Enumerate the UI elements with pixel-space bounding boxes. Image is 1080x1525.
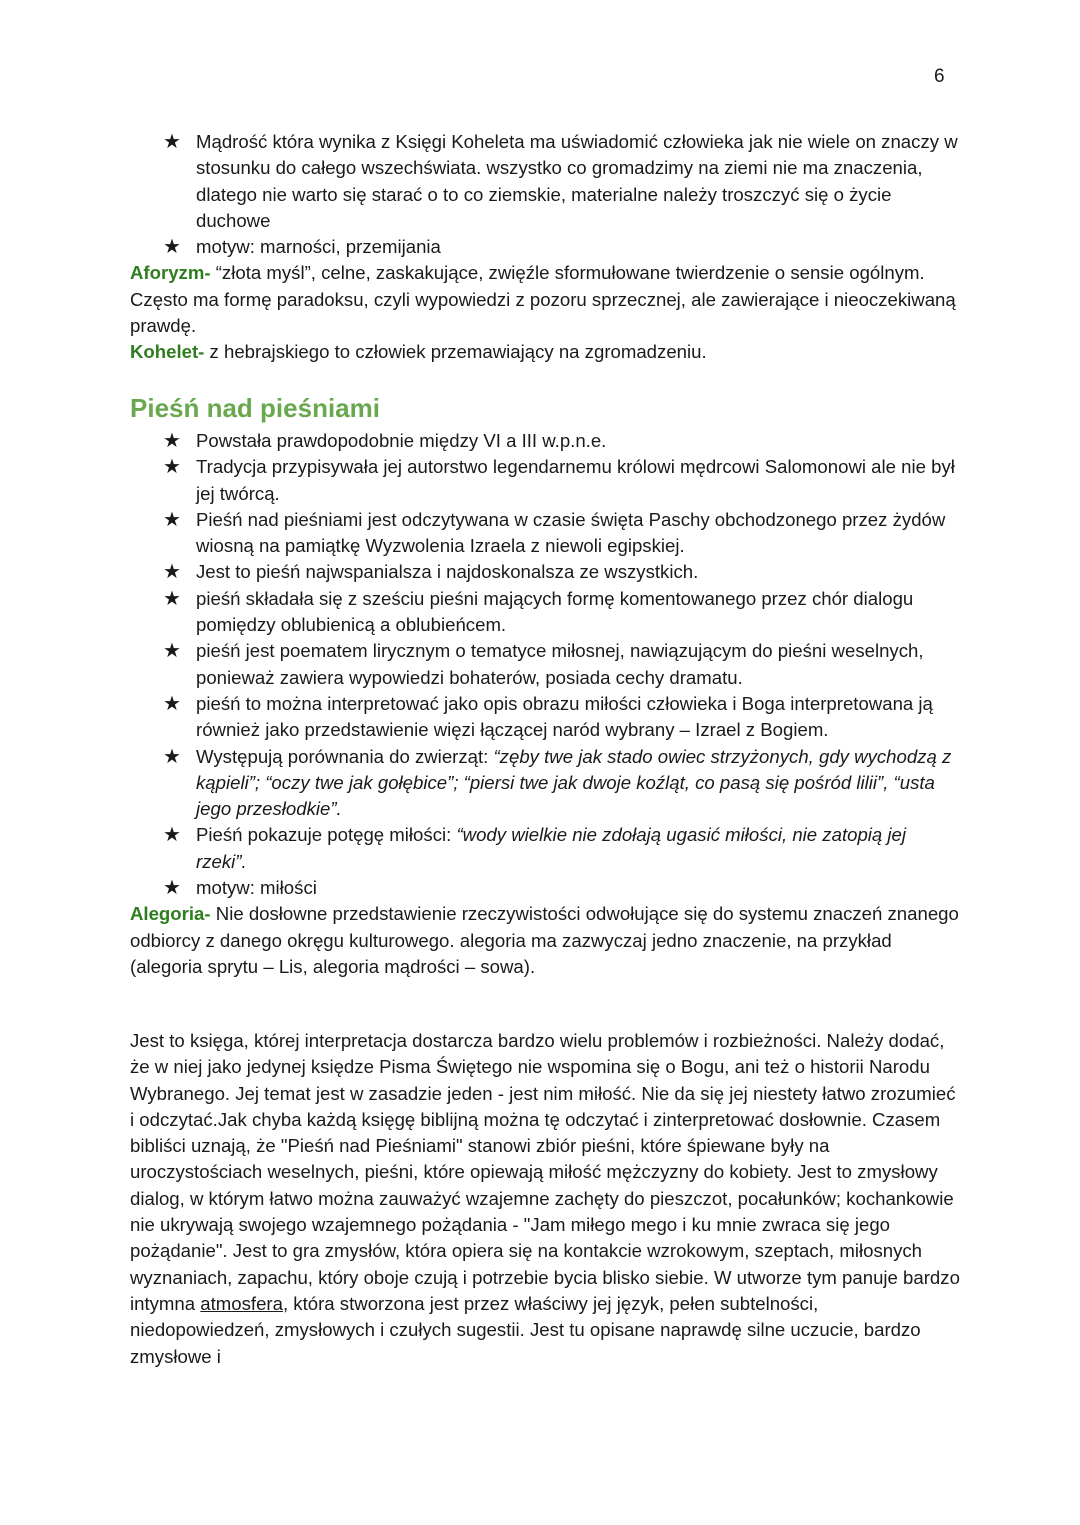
list-item: ★ pieśń jest poematem lirycznym o tematyce miłosnej, nawiązującym do pieśni weselnych, ponieważ zawiera wypowiedzi bohaterów, posiada cechy dramatu. [163,640,924,688]
kohelet-definition [130,339,960,365]
star-icon: ★ [163,236,181,259]
kohelet-bullet-list [130,129,960,260]
list-item: ★ pieśń składała się z sześciu pieśni mających formę komentowanego przez chór dialogu pomiędzy oblubienicą a oblubieńcem. [163,587,914,636]
list-item: ★ Powstała prawdopodobnie między VI a III w.p.n.e. [130,428,960,454]
list-item: ★ Mądrość która wynika z Księgi Koheleta ma uświadomić człowieka jak nie wiele on znaczy w stosunku do całego wszechświata. wszystko co gromadzimy na ziemi nie ma znaczenia, dlatego nie warto się starać o to co ziemskie, materialne należy troszczyć się o życie duchowe [163,131,958,231]
list-item: ★ Występują porównania do zwierząt: “zęby twe jak stado owiec strzyżonych, gdy wychodzą z kąpieli”; “oczy twe jak gołębice”; “piersi twe jak dwoje koźląt, co pasą się pośród lilii”, “usta jego przesłodkie”. [163,745,952,820]
kohelet-section [130,129,960,366]
piesn-section [130,428,960,980]
list-item: ★ motyw: miłości [130,875,960,901]
alegoria-term: Alegoria- [130,903,211,925]
star-icon: ★ [163,640,181,663]
list-item: ★ motyw: marności, przemijania [130,234,960,260]
aforyzm-text: “złota myśl”, celne, zaskakujące, zwięźle sformułowane twierdzenie o sensie ogólnym. Często ma formę paradoksu, czyli wypowiedzi z pozoru sprzecznej, ale zawierające i nieoczekiwaną prawdę. [130,262,956,337]
list-item: ★ Jest to pieśń najwspanialsza i najdoskonalsza ze wszystkich. [130,559,960,585]
star-icon: ★ [163,430,181,452]
star-icon: ★ [163,456,181,479]
star-icon: ★ [163,877,181,900]
aforyzm-term: Aforyzm- [130,262,211,284]
piesn-bullet-list [130,428,960,901]
list-item: ★ Pieśń pokazuje potęgę miłości: “wody wielkie nie zdołają ugasić miłości, nie zatopią jej rzeki”. [163,824,907,872]
animal-quotes: “zęby twe jak stado owiec strzyżonych, gdy wychodzą z kąpieli”; “oczy twe jak gołębice”; “piersi twe jak dwoje koźląt, co pasą się pośród lilii”, “usta jego przesłodkie”. [196,745,952,820]
section-heading: Pieśń nad pieśniami [130,393,380,423]
star-icon: ★ [163,587,181,610]
star-icon: ★ [163,824,181,847]
star-icon: ★ [163,745,181,768]
list-item: ★ Pieśń nad pieśniami jest odczytywana w czasie święta Paschy obchodzonego przez żydów wiosną na pamiątkę Wyzwolenia Izraela z niewoli egipskiej. [163,508,946,557]
kohelet-term: Kohelet- [130,341,205,363]
star-icon: ★ [163,131,181,153]
alegoria-definition [130,901,960,980]
alegoria-text: Nie dosłowne przedstawienie rzeczywistości odwołujące się do systemu znaczeń znanego odbiorcy z danego okręgu kulturowego. alegoria ma zazwyczaj jedno znaczenie, na przykład (alegoria sprytu – Lis, alegoria mądrości – sowa). [130,903,959,977]
power-quote: “wody wielkie nie zdołają ugasić miłości, nie zatopią jej rzeki”. [196,824,907,872]
star-icon: ★ [163,508,181,531]
list-item: ★ pieśń to można interpretować jako opis obrazu miłości człowieka i Boga interpretowana ją również jako przedstawienie więzi łączącej naród wybrany – Izrael z Bogiem. [163,692,933,741]
body-paragraph: Jest to księga, której interpretacja dostarcza bardzo wielu problemów i rozbieżności. Należy dodać, że w niej jako jedynej księdze Pisma Świętego nie wspomina się o Bogu, ani też o historii Narodu Wybranego. Jej temat jest w zasadzie jeden - jest nim miłość. Nie da się jej niestety łatwo zrozumieć i odczytać.Jak chyba każdą księgę biblijną można tę odczytać i zinterpretować dosłownie. Czasem bibliści uznają, że "Pieśń nad Pieśniami" stanowi zbiór pieśni, które śpiewane były na uroczystościach weselnych, pieśni, które opiewają miłość mężczyzny do kobiety. Jest to zmysłowy dialog, w którym łatwo można zauważyć wzajemne zachęty do pieszczot, pocałunków; kochankowie nie ukrywają swojego wzajemnego pożądania - "Jam miłego mego i ku mnie zwraca się jego pożądanie". Jest to gra zmysłów, która opiera się na kontakcie wzrokowym, szeptach, miłosnych wyznaniach, zapachu, który oboje czują i potrzebie bycia blisko siebie. W utworze tym panuje bardzo intymna atmosfera, która stworzona jest przez właściwy jej język, pełen subtelności, niedopowiedzeń, zmysłowych i czułych sugestii. Jest tu opisane naprawdę silne uczucie, bardzo zmysłowe i [130,1030,960,1367]
page-number: 6 [934,66,945,87]
star-icon: ★ [163,561,181,584]
star-icon: ★ [163,692,181,715]
list-item: ★ Tradycja przypisywała jej autorstwo legendarnemu królowi mędrcowi Salomonowi ale nie był jej twórcą. [163,456,955,504]
kohelet-text: z hebrajskiego to człowiek przemawiający na zgromadzeniu. [204,341,707,363]
aforyzm-definition [130,260,960,339]
atmosfera-link[interactable]: atmosfera [200,1292,283,1314]
